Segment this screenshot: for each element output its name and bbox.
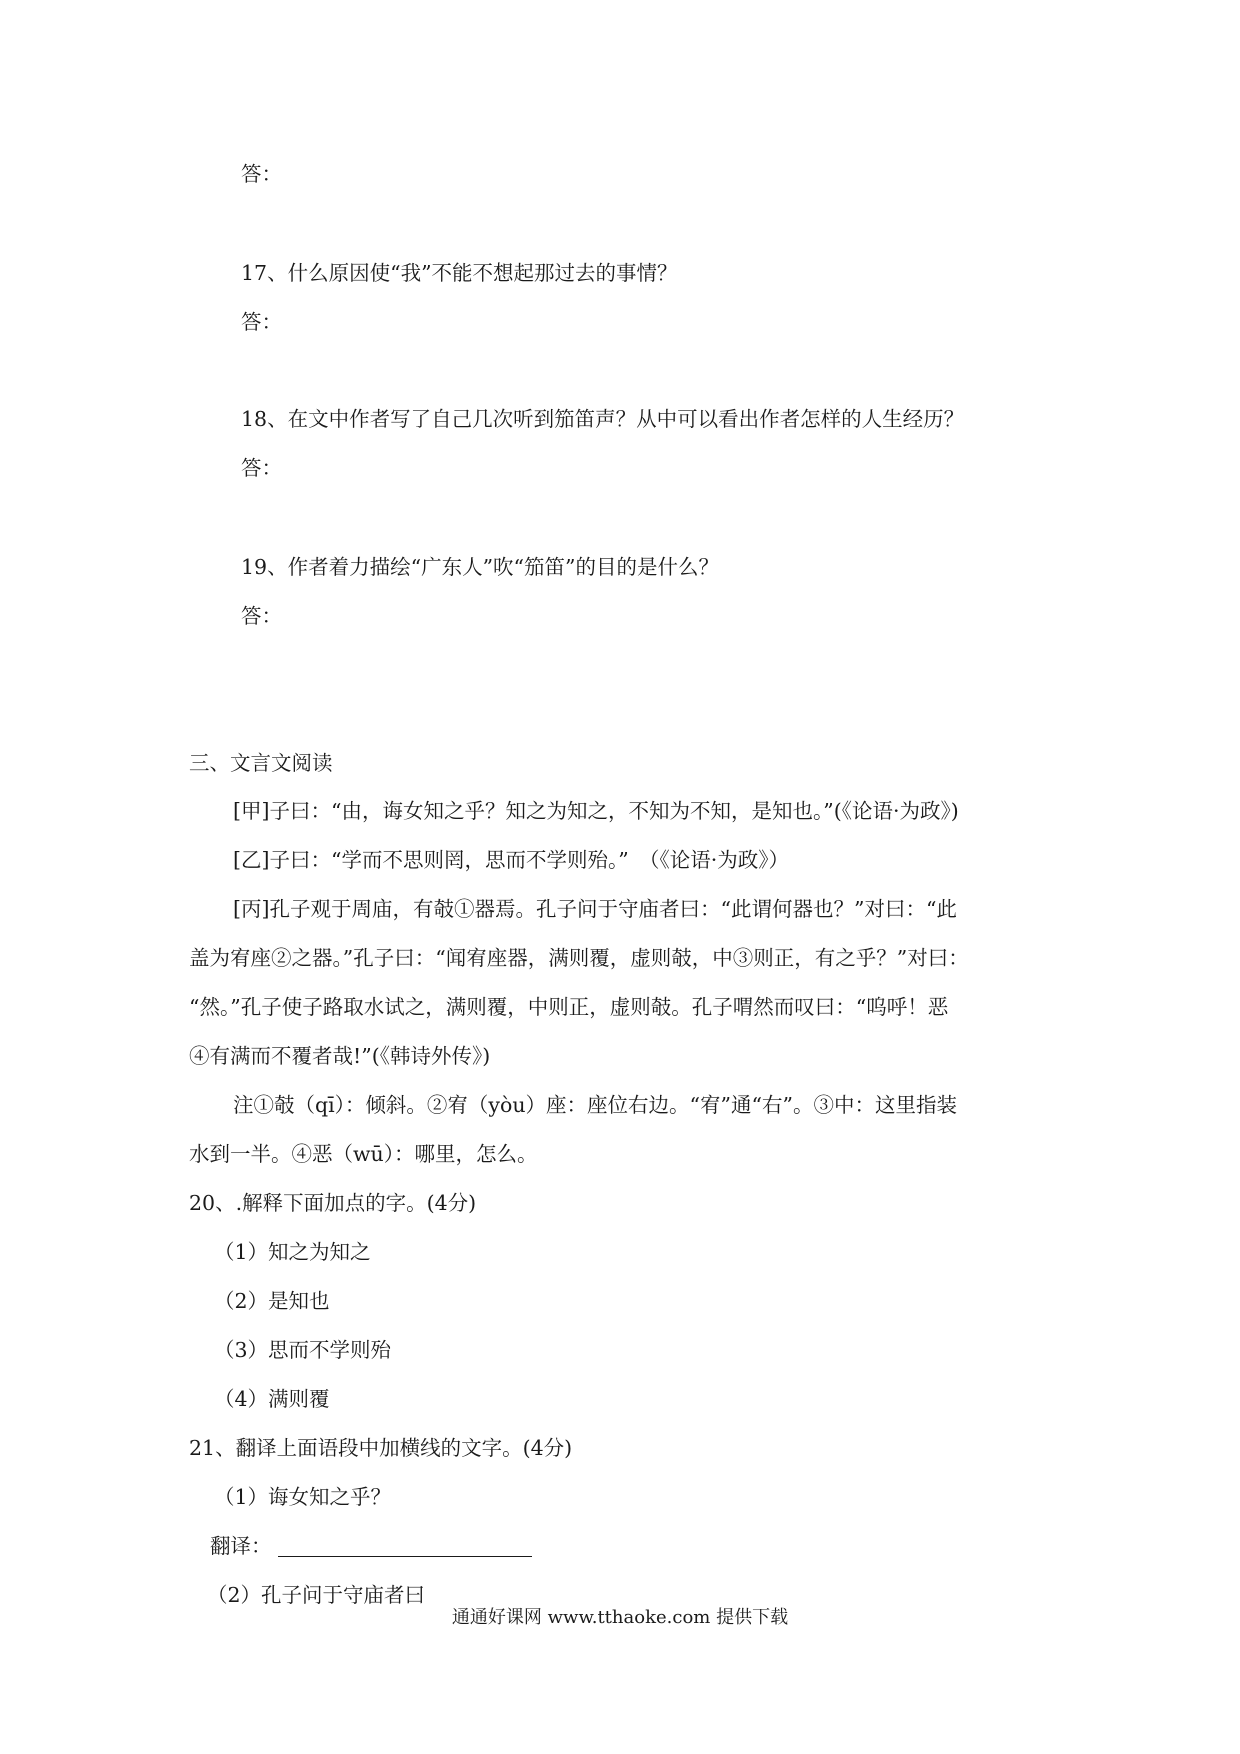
q18-answer-label: 答： <box>241 456 282 480</box>
translate-label: 翻译： <box>210 1534 272 1558</box>
q21-question: 21、翻译上面语段中加横线的文字。(4分) <box>189 1436 573 1460</box>
passage-bing-line: ④有满而不覆者哉!”(《韩诗外传》) <box>189 1044 491 1068</box>
q16-answer-label: 答： <box>241 162 282 186</box>
section-heading: 三、文言文阅读 <box>189 751 333 775</box>
translation-blank[interactable] <box>278 1534 532 1557</box>
q20-item: （2）是知也 <box>214 1289 330 1313</box>
passage-bing-line: “然。”孔子使子路取水试之，满则覆，中则正，虚则攲。孔子喟然而叹曰：“呜呼！恶 <box>189 995 949 1019</box>
q17-answer-label: 答： <box>241 310 282 334</box>
q19-answer-label: 答： <box>241 604 282 628</box>
q20-question: 20、.解释下面加点的字。(4分) <box>189 1191 477 1215</box>
notes-line: 注①攲（qī）：倾斜。②宥（yòu）座：座位右边。“宥”通“右”。③中：这里指装 <box>233 1093 957 1117</box>
passage-bing-line: 盖为宥座②之器。”孔子曰：“闻宥座器，满则覆，虚则攲，中③则正，有之乎？”对曰： <box>189 946 969 970</box>
q20-item: （3）思而不学则殆 <box>214 1338 392 1362</box>
q19-question: 19、作者着力描绘“广东人”吹“笳笛”的目的是什么？ <box>241 555 720 579</box>
q20-item: （4）满则覆 <box>214 1387 330 1411</box>
q21-item: （2）孔子问于守庙者曰 <box>207 1583 426 1607</box>
q21-translation-row <box>210 1532 532 1560</box>
footer: 通通好课网 www.tthaoke.com 提供下载 <box>451 1607 789 1628</box>
notes-line: 水到一半。④恶（wū）：哪里，怎么。 <box>189 1142 538 1166</box>
passage-bing-line: [丙]孔子观于周庙，有攲①器焉。孔子问于守庙者曰：“此谓何器也？”对曰：“此 <box>233 897 957 921</box>
q20-item: （1）知之为知之 <box>214 1240 371 1264</box>
q21-item: （1）诲女知之乎？ <box>214 1485 392 1509</box>
q17-question: 17、什么原因使“我”不能不想起那过去的事情？ <box>241 261 678 285</box>
q18-question: 18、在文中作者写了自己几次听到笳笛声？从中可以看出作者怎样的人生经历？ <box>241 407 965 431</box>
passage-yi: [乙]子曰：“学而不思则罔，思而不学则殆。” （《论语·为政》） <box>233 848 789 872</box>
passage-jia: [甲]子曰：“由，诲女知之乎？知之为知之，不知为不知，是知也。”(《论语·为政》) <box>233 799 959 823</box>
